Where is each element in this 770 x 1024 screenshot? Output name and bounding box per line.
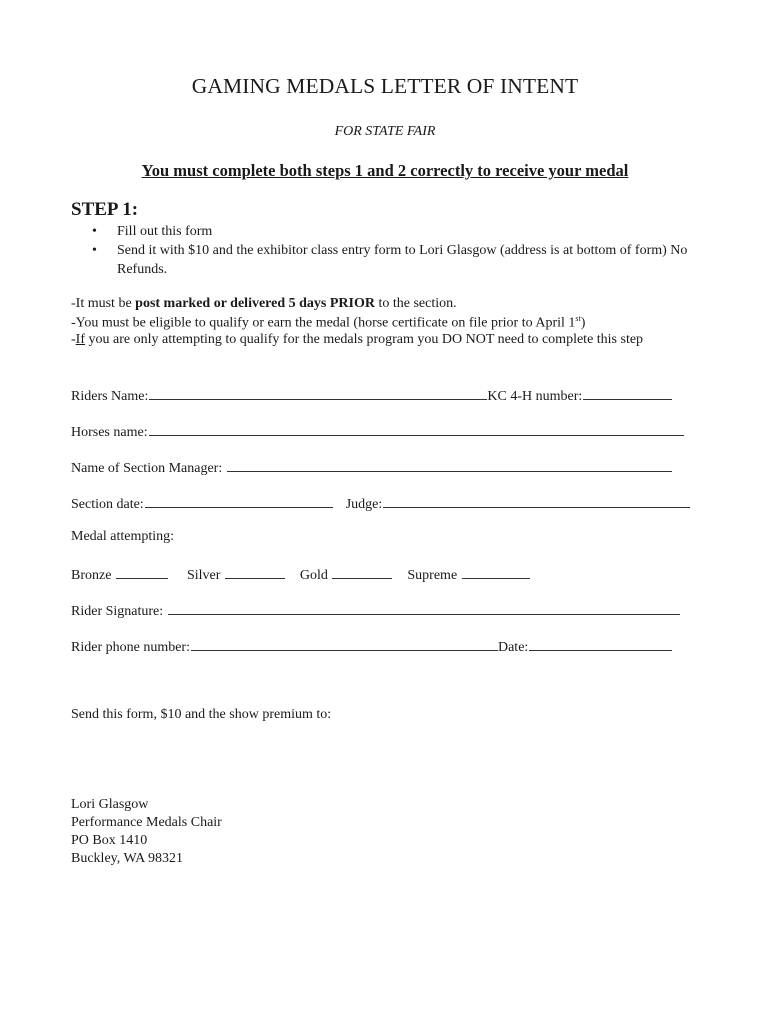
section-date-label: Section date: [71,497,144,512]
horses-name-label: Horses name: [71,425,148,440]
kc-number-field[interactable] [583,385,672,400]
section-manager-label: Name of Section Manager: [71,461,223,476]
rule-underlined-text: If [75,332,85,347]
address-city: Buckley, WA 98321 [71,851,183,866]
medal-attempting-label: Medal attempting: [71,529,175,544]
rider-phone-field[interactable] [191,636,498,651]
rule-superscript: st [575,314,581,323]
address-role: Performance Medals Chair [71,815,222,830]
rule-text: you are only attempting to qualify for the medals program you DO NOT need to complete this step [85,332,644,347]
list-item [92,222,712,241]
rule-text: to the section. [374,296,457,311]
judge-field[interactable] [383,493,690,508]
rider-phone-label: Rider phone number: [71,640,190,655]
riders-name-row [71,385,672,405]
silver-field[interactable] [225,564,285,579]
list-item [92,241,712,279]
section-date-row [71,493,690,513]
completion-warning: You must complete both steps 1 and 2 correctly to receive your medal [141,161,629,180]
supreme-field[interactable] [462,564,530,579]
kc-number-label: KC 4-H number: [487,389,583,404]
riders-name-label: Riders Name: [71,389,149,404]
address-name: Lori Glasgow [71,797,149,812]
bronze-field[interactable] [116,564,168,579]
bullet-icon: • [92,224,97,239]
step-1-heading: STEP 1: [71,199,139,220]
horses-name-row [71,421,684,441]
date-label: Date: [497,640,529,655]
rider-signature-row [71,600,680,620]
mailing-address [71,796,222,868]
gold-label: Gold [299,568,328,583]
rule-eligibility [71,314,585,332]
rider-phone-row [71,636,672,656]
rule-text: - [71,332,76,347]
rider-signature-label: Rider Signature: [71,604,164,619]
bullet-text: Send it with $10 and the exhibitor class entry form to Lori Glasgow (address is at bottom of form) No Refunds. [117,243,688,277]
rule-text: -It must be [71,296,136,311]
section-manager-field[interactable] [227,457,672,472]
rider-signature-field[interactable] [168,600,680,615]
document-subtitle: FOR STATE FAIR [334,124,436,139]
judge-label: Judge: [345,497,383,512]
document-title: GAMING MEDALS LETTER OF INTENT [191,74,579,98]
rule-qualify-only [71,332,643,348]
date-field[interactable] [529,636,672,651]
section-date-field[interactable] [145,493,333,508]
gold-field[interactable] [332,564,392,579]
horses-name-field[interactable] [149,421,684,436]
section-manager-row [71,457,672,477]
send-instructions: Send this form, $10 and the show premium to: [71,707,332,722]
bullet-text: Fill out this form [117,224,213,239]
medal-options-row [71,564,530,584]
rule-bold-text: post marked or delivered 5 days PRIOR [135,296,375,311]
supreme-label: Supreme [407,568,458,583]
silver-label: Silver [186,568,221,583]
bronze-label: Bronze [71,568,112,583]
bullet-icon: • [92,243,97,258]
riders-name-field[interactable] [149,385,487,400]
rule-postmark [71,296,457,312]
rule-text: -You must be eligible to qualify or earn the medal (horse certificate on file prior to April 1 [71,315,576,331]
address-po-box: PO Box 1410 [71,833,148,848]
step-1-bullet-list [92,222,712,279]
rule-text: ) [580,315,586,331]
